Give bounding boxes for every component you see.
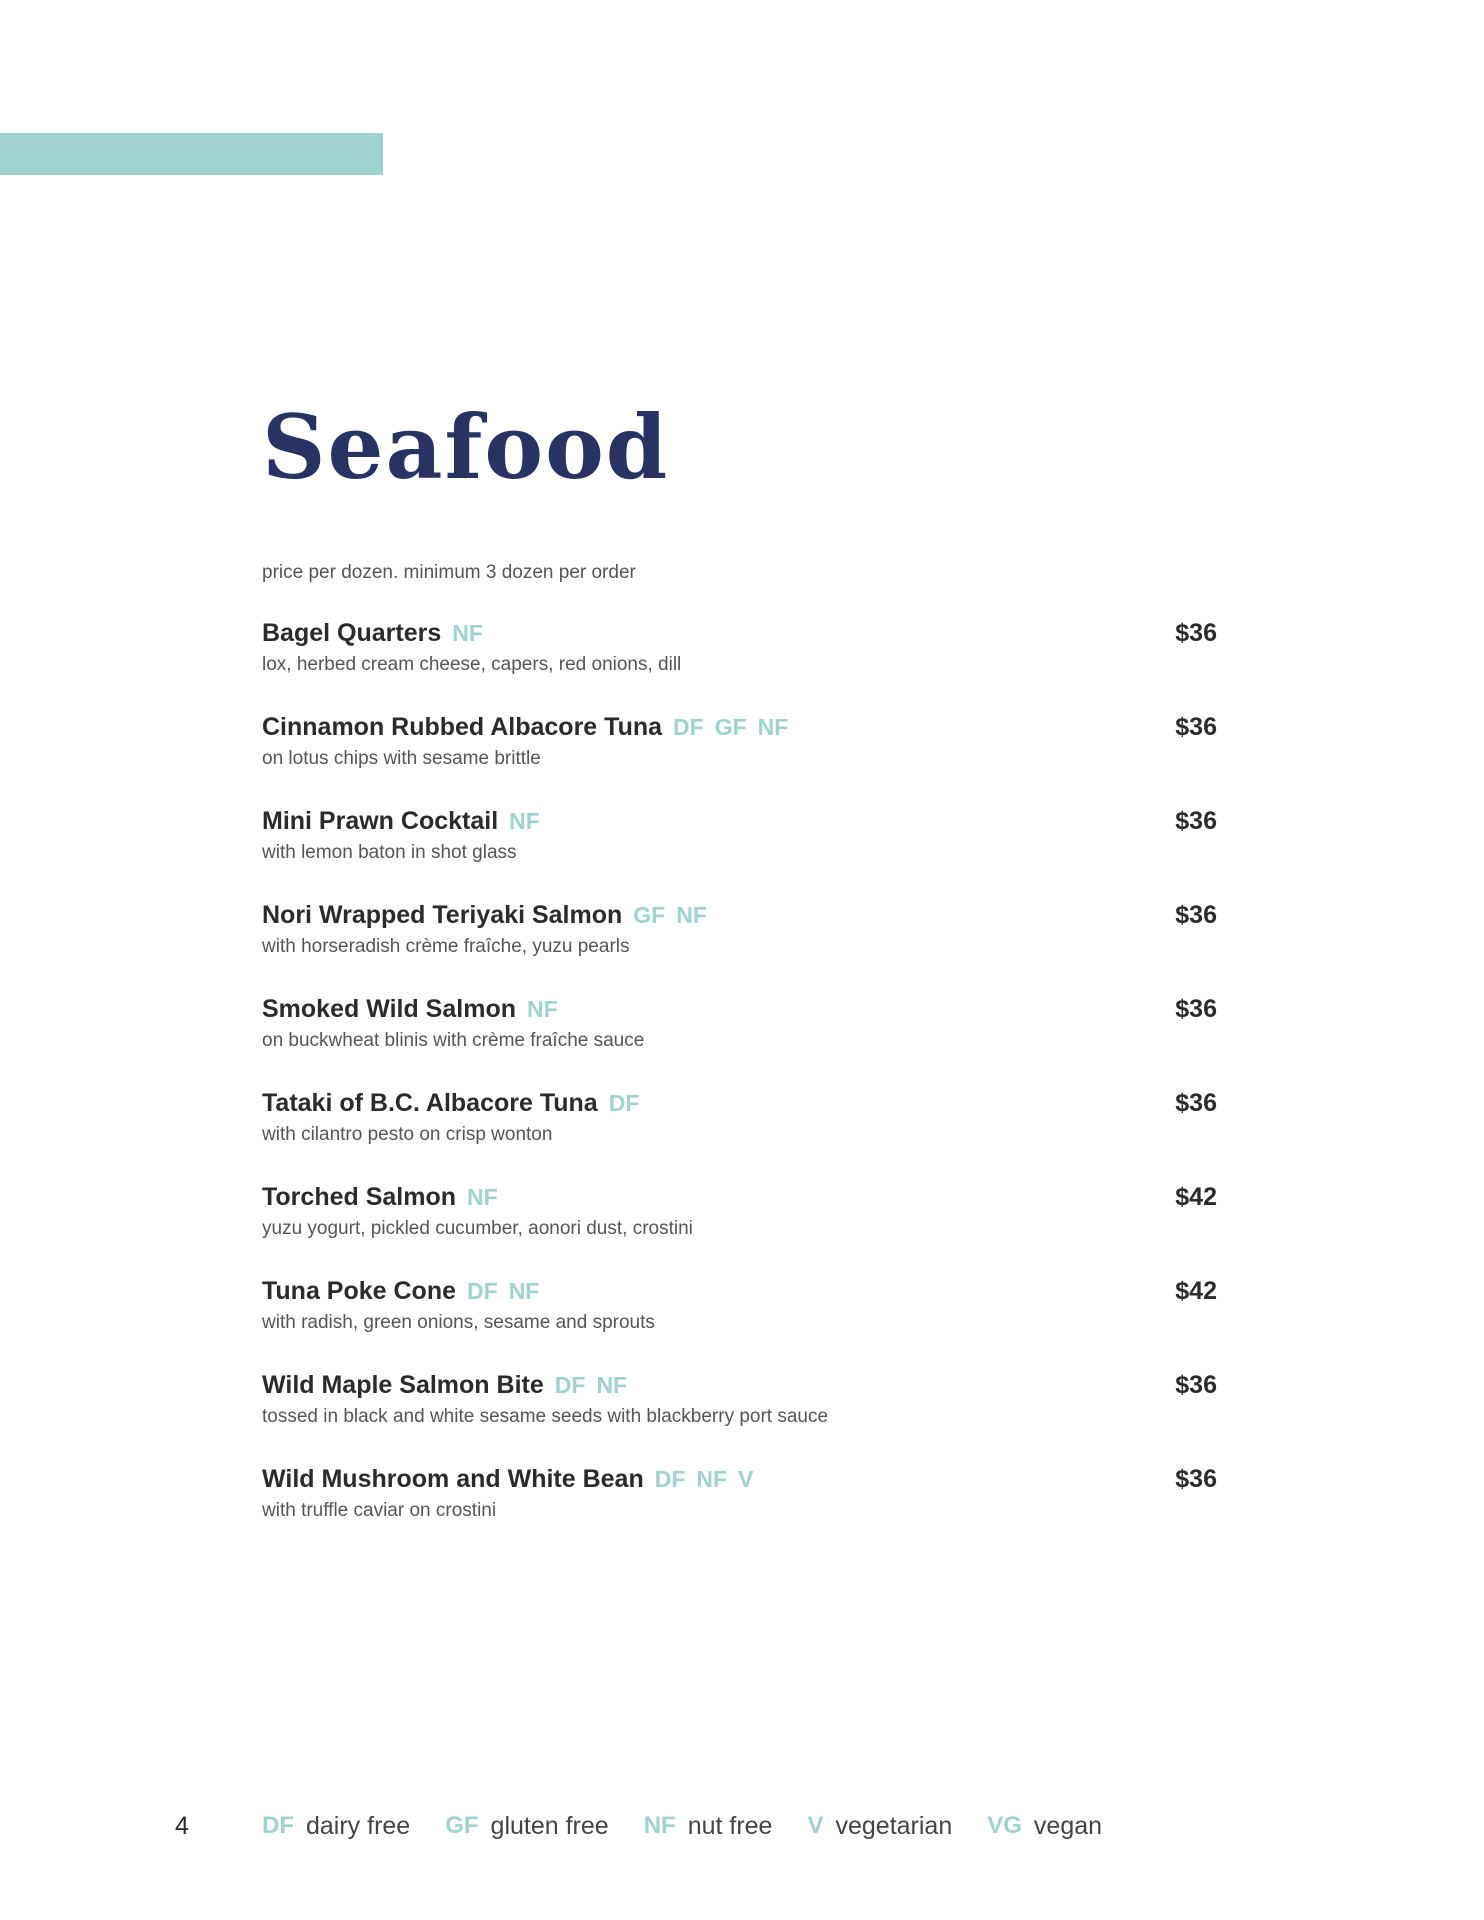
dietary-tags — [644, 1466, 754, 1493]
dietary-tags — [456, 1184, 498, 1211]
legend-code: VG — [987, 1812, 1022, 1839]
menu-item-price: $36 — [1175, 1371, 1217, 1399]
dietary-tag: NF — [757, 713, 789, 740]
dietary-tags — [516, 996, 558, 1023]
menu-item-header — [262, 616, 483, 650]
menu-item-name: Smoked Wild Salmon — [262, 994, 516, 1023]
dietary-tags — [544, 1372, 627, 1399]
menu-item-header — [262, 1274, 539, 1308]
menu-item — [262, 616, 1217, 710]
legend-item — [987, 1812, 1102, 1841]
page-title: Seafood — [262, 395, 670, 499]
menu-item-price: $36 — [1175, 619, 1217, 647]
menu-item-header — [262, 1462, 753, 1496]
dietary-tag: NF — [452, 619, 483, 646]
dietary-legend — [262, 1808, 1137, 1844]
footer — [0, 1808, 1484, 1844]
dietary-tags — [456, 1278, 539, 1305]
menu-item-name: Bagel Quarters — [262, 618, 442, 647]
menu-item — [262, 710, 1217, 804]
menu-item-description: on lotus chips with sesame brittle — [262, 748, 541, 769]
menu-item-name: Torched Salmon — [262, 1182, 457, 1211]
menu-item — [262, 1368, 1217, 1462]
legend-item — [262, 1812, 410, 1841]
dietary-tags — [441, 620, 483, 647]
legend-code: V — [807, 1812, 824, 1839]
dietary-tag: NF — [596, 1371, 628, 1398]
menu-item-header — [262, 710, 788, 744]
legend-item — [644, 1812, 773, 1841]
dietary-tags — [598, 1090, 640, 1117]
menu-item-header — [262, 898, 707, 932]
menu-item-description: tossed in black and white sesame seeds with blackberry port sauce — [262, 1406, 829, 1427]
dietary-tags — [498, 808, 540, 835]
menu-item-price: $36 — [1175, 995, 1217, 1023]
legend-code: NF — [643, 1812, 676, 1839]
dietary-tag: NF — [696, 1465, 728, 1492]
menu-item — [262, 898, 1217, 992]
dietary-tag: GF — [714, 713, 747, 740]
menu-item-description: lox, herbed cream cheese, capers, red onions, dill — [262, 654, 682, 675]
dietary-tag: DF — [673, 713, 704, 740]
legend-item — [445, 1812, 608, 1841]
menu-item-description: with cilantro pesto on crisp wonton — [262, 1124, 553, 1145]
dietary-tags — [662, 714, 788, 741]
dietary-tag: DF — [608, 1089, 640, 1116]
menu-item-header — [262, 1086, 639, 1120]
menu-item — [262, 1274, 1217, 1368]
dietary-tag: NF — [676, 901, 707, 928]
legend-label: nut free — [687, 1811, 773, 1840]
menu-item — [262, 992, 1217, 1086]
legend-code: GF — [445, 1812, 479, 1839]
menu-item-price: $42 — [1175, 1277, 1217, 1305]
menu-item-name: Wild Mushroom and White Bean — [262, 1464, 644, 1493]
menu-item-price: $36 — [1175, 713, 1217, 741]
legend-item — [807, 1812, 952, 1841]
menu-item-price: $36 — [1175, 1465, 1217, 1493]
menu-item-description: on buckwheat blinis with crème fraîche sauce — [262, 1030, 645, 1051]
accent-bar — [0, 133, 383, 175]
dietary-tags — [622, 902, 707, 929]
menu-item — [262, 1180, 1217, 1274]
menu-item-name: Nori Wrapped Teriyaki Salmon — [262, 900, 623, 929]
menu-item-price: $36 — [1175, 901, 1217, 929]
menu-subtitle: price per dozen. minimum 3 dozen per order — [262, 562, 636, 583]
menu-item-header — [262, 992, 558, 1026]
legend-code: DF — [262, 1812, 294, 1839]
dietary-tag: DF — [554, 1371, 586, 1398]
menu-item-description: with horseradish crème fraîche, yuzu pearls — [262, 936, 630, 957]
menu-item-description: with radish, green onions, sesame and sprouts — [262, 1312, 655, 1333]
menu-item-header — [262, 1368, 627, 1402]
menu-list — [262, 616, 1217, 1556]
menu-item-description: with truffle caviar on crostini — [262, 1500, 497, 1521]
legend-label: gluten free — [490, 1811, 609, 1840]
dietary-tag: NF — [467, 1183, 498, 1210]
menu-item-header — [262, 804, 540, 838]
menu-item-name: Cinnamon Rubbed Albacore Tuna — [262, 712, 663, 741]
menu-item — [262, 1462, 1217, 1556]
menu-item-price: $36 — [1175, 1089, 1217, 1117]
menu-item-name: Wild Maple Salmon Bite — [262, 1370, 544, 1399]
legend-label: dairy free — [306, 1811, 411, 1840]
menu-item-price: $36 — [1175, 807, 1217, 835]
dietary-tag: V — [738, 1465, 754, 1492]
menu-item-name: Tataki of B.C. Albacore Tuna — [262, 1088, 598, 1117]
menu-item-description: with lemon baton in shot glass — [262, 842, 517, 863]
dietary-tag: NF — [526, 995, 558, 1022]
menu-item — [262, 804, 1217, 898]
menu-item-name: Mini Prawn Cocktail — [262, 806, 499, 835]
menu-item-header — [262, 1180, 498, 1214]
dietary-tag: DF — [654, 1465, 686, 1492]
menu-item-price: $42 — [1175, 1183, 1217, 1211]
menu-item — [262, 1086, 1217, 1180]
legend-label: vegetarian — [835, 1811, 953, 1840]
dietary-tag: DF — [467, 1277, 498, 1304]
menu-item-description: yuzu yogurt, pickled cucumber, aonori dust, crostini — [262, 1218, 693, 1239]
dietary-tag: GF — [633, 901, 666, 928]
legend-label: vegan — [1033, 1811, 1103, 1840]
dietary-tag: NF — [509, 807, 540, 834]
page-number: 4 — [175, 1812, 189, 1840]
menu-item-name: Tuna Poke Cone — [262, 1276, 457, 1305]
dietary-tag: NF — [508, 1277, 540, 1304]
